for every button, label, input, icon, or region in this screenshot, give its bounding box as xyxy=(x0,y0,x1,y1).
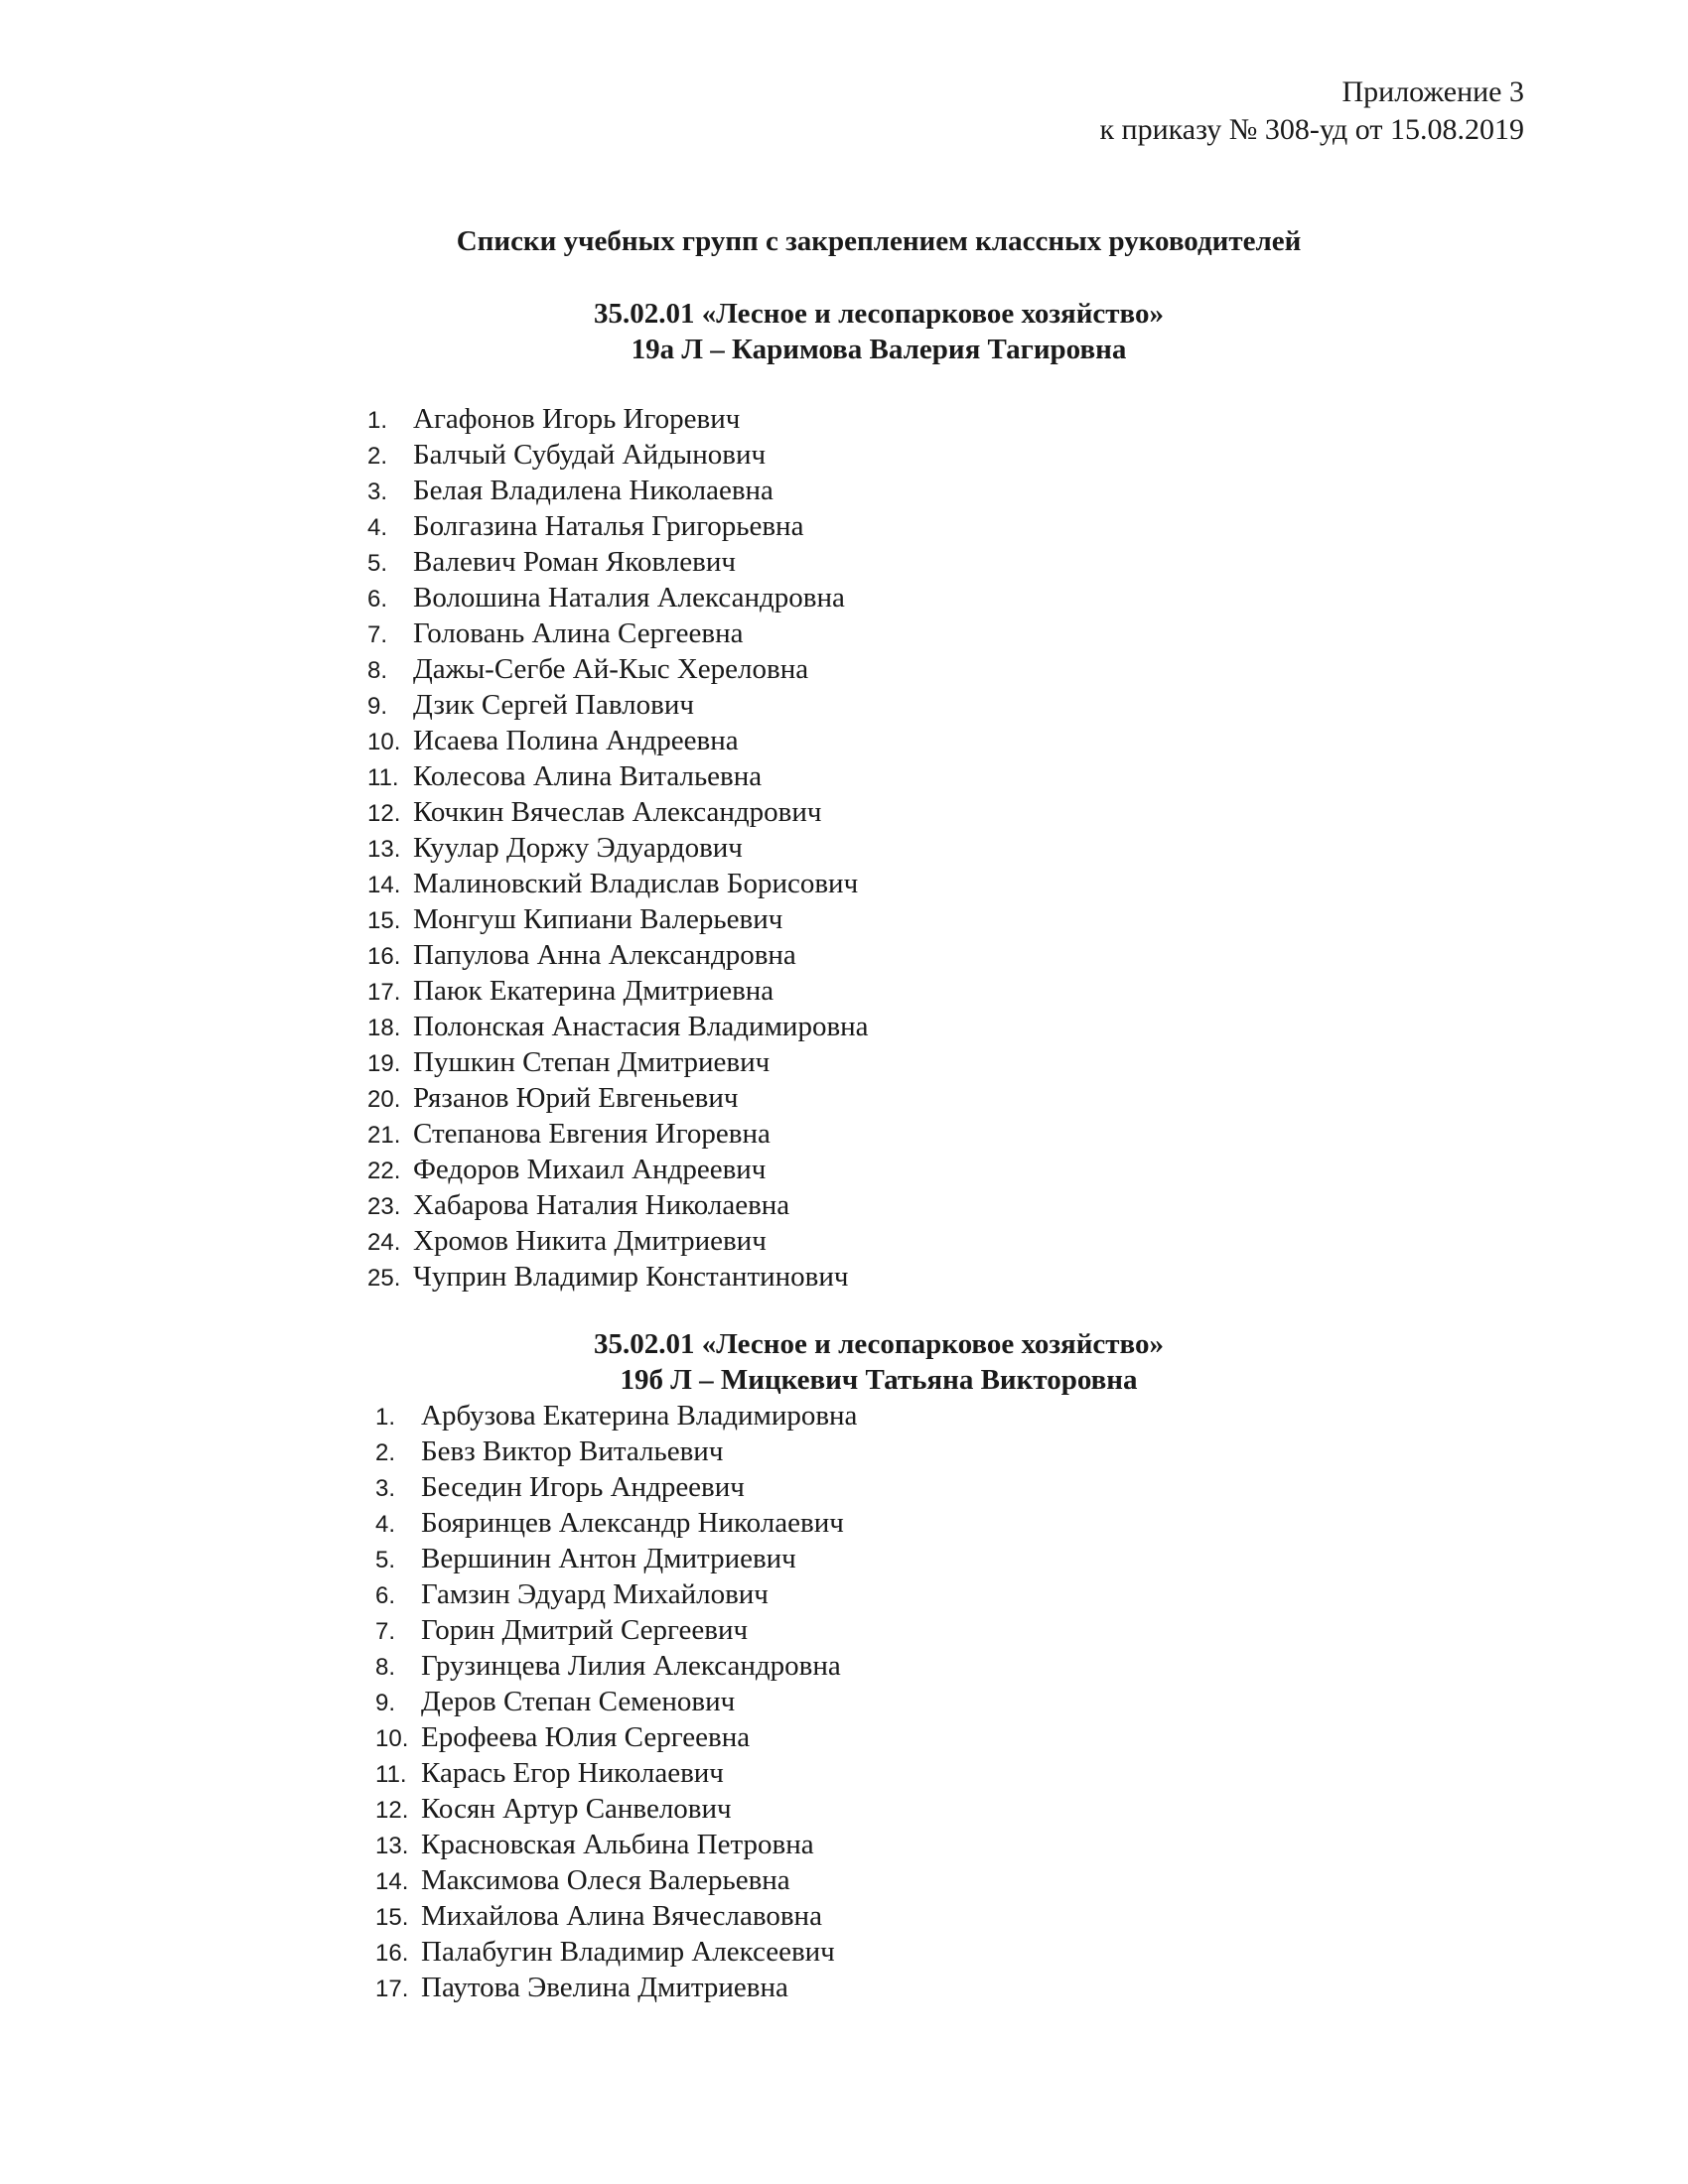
list-item-number: 15. xyxy=(375,1904,409,1931)
student-name: Агафонов Игорь Игоревич xyxy=(413,403,741,435)
list-item xyxy=(375,1471,857,1507)
student-name: Паутова Эвелина Дмитриевна xyxy=(421,1972,788,2003)
student-name: Рязанов Юрий Евгеньевич xyxy=(413,1082,739,1114)
list-item xyxy=(367,439,869,475)
student-name: Грузинцева Лилия Александровна xyxy=(421,1650,841,1682)
list-item xyxy=(367,832,869,868)
list-item xyxy=(375,1721,857,1757)
list-item xyxy=(367,1189,869,1225)
list-item-number: 21. xyxy=(367,1122,401,1149)
student-name: Паюк Екатерина Дмитриевна xyxy=(413,975,774,1007)
list-item xyxy=(375,1829,857,1864)
list-item-number: 23. xyxy=(367,1193,401,1220)
list-item xyxy=(367,975,869,1011)
list-item-number: 3. xyxy=(375,1475,396,1502)
list-item-number: 15. xyxy=(367,907,401,934)
student-name: Дажы-Сегбе Ай-Кыс Хереловна xyxy=(413,653,809,685)
list-item-number: 2. xyxy=(367,443,388,470)
list-item-number: 20. xyxy=(367,1086,401,1113)
list-item xyxy=(375,1435,857,1471)
list-item-number: 8. xyxy=(375,1654,396,1681)
list-item-number: 5. xyxy=(375,1547,396,1573)
list-item-number: 10. xyxy=(375,1725,409,1752)
list-item-number: 5. xyxy=(367,550,388,577)
group-header-1 xyxy=(0,296,1688,367)
list-item-number: 18. xyxy=(367,1015,401,1041)
list-item-number: 3. xyxy=(367,478,388,505)
student-name: Карась Егор Николаевич xyxy=(421,1757,724,1789)
list-item xyxy=(367,1225,869,1261)
specialty-title: 35.02.01 «Лесное и лесопарковое хозяйство» xyxy=(594,298,1164,330)
list-item-number: 4. xyxy=(367,514,388,541)
student-name: Палабугин Владимир Алексеевич xyxy=(421,1936,835,1968)
list-item xyxy=(367,1046,869,1082)
list-item xyxy=(375,1757,857,1793)
list-item xyxy=(375,1936,857,1972)
group-header-2 xyxy=(0,1326,1688,1398)
student-name: Бояринцев Александр Николаевич xyxy=(421,1507,844,1539)
list-item xyxy=(367,582,869,617)
student-name: Исаева Полина Андреевна xyxy=(413,725,739,756)
student-name: Гамзин Эдуард Михайлович xyxy=(421,1578,769,1610)
list-item-number: 4. xyxy=(375,1511,396,1538)
student-name: Папулова Анна Александровна xyxy=(413,939,796,971)
list-item xyxy=(375,1543,857,1578)
list-item xyxy=(367,939,869,975)
list-item-number: 16. xyxy=(375,1940,409,1967)
list-item-number: 17. xyxy=(375,1976,409,2002)
student-name: Косян Артур Санвелович xyxy=(421,1793,732,1825)
student-name: Федоров Михаил Андреевич xyxy=(413,1154,767,1185)
list-item-number: 19. xyxy=(367,1050,401,1077)
list-item xyxy=(367,1082,869,1118)
list-item-number: 12. xyxy=(367,800,401,827)
student-name: Дзик Сергей Павлович xyxy=(413,689,694,721)
student-name: Балчый Субудай Айдынович xyxy=(413,439,767,471)
student-name: Белая Владилена Николаевна xyxy=(413,475,774,506)
student-name: Пушкин Степан Дмитриевич xyxy=(413,1046,771,1078)
list-item-number: 25. xyxy=(367,1265,401,1292)
list-item-number: 11. xyxy=(367,764,399,791)
list-item xyxy=(375,1900,857,1936)
list-item xyxy=(367,475,869,510)
list-item-number: 7. xyxy=(375,1618,396,1645)
list-item xyxy=(375,1864,857,1900)
list-item xyxy=(375,1400,857,1435)
document-title: Списки учебных групп с закреплением классных руководителей xyxy=(456,225,1302,257)
student-name: Максимова Олеся Валерьевна xyxy=(421,1864,790,1896)
student-name: Полонская Анастасия Владимировна xyxy=(413,1011,869,1042)
list-item-number: 2. xyxy=(375,1439,396,1466)
list-item-number: 7. xyxy=(367,621,388,648)
list-item-number: 13. xyxy=(375,1833,409,1859)
list-item xyxy=(367,868,869,903)
student-name: Валевич Роман Яковлевич xyxy=(413,546,736,578)
list-item xyxy=(367,403,869,439)
list-item-number: 9. xyxy=(367,693,388,720)
list-item-number: 14. xyxy=(375,1868,409,1895)
student-name: Хромов Никита Дмитриевич xyxy=(413,1225,767,1257)
order-reference: к приказу № 308-уд от 15.08.2019 xyxy=(1099,113,1524,146)
student-list-group-1 xyxy=(367,403,869,1297)
list-item xyxy=(367,617,869,653)
list-item-number: 10. xyxy=(367,729,401,755)
student-name: Кочкин Вячеслав Александрович xyxy=(413,796,822,828)
appendix-reference xyxy=(1099,73,1524,149)
list-item xyxy=(367,689,869,725)
list-item xyxy=(367,725,869,760)
list-item xyxy=(367,796,869,832)
list-item xyxy=(375,1650,857,1686)
list-item xyxy=(367,1261,869,1297)
list-item-number: 1. xyxy=(375,1404,396,1431)
list-item xyxy=(375,1578,857,1614)
group-curator-line: 19б Л – Мицкевич Татьяна Викторовна xyxy=(620,1364,1138,1396)
student-name: Красновская Альбина Петровна xyxy=(421,1829,814,1860)
list-item-number: 13. xyxy=(367,836,401,863)
list-item xyxy=(367,546,869,582)
list-item-number: 9. xyxy=(375,1690,396,1716)
specialty-title: 35.02.01 «Лесное и лесопарковое хозяйство» xyxy=(594,1328,1164,1360)
list-item-number: 22. xyxy=(367,1158,401,1184)
list-item xyxy=(367,903,869,939)
student-name: Болгазина Наталья Григорьевна xyxy=(413,510,804,542)
student-name: Чуприн Владимир Константинович xyxy=(413,1261,849,1293)
student-name: Монгуш Кипиани Валерьевич xyxy=(413,903,783,935)
list-item-number: 24. xyxy=(367,1229,401,1256)
list-item xyxy=(375,1614,857,1650)
student-list-group-2 xyxy=(375,1400,857,2007)
list-item xyxy=(367,1154,869,1189)
student-name: Головань Алина Сергеевна xyxy=(413,617,744,649)
student-name: Степанова Евгения Игоревна xyxy=(413,1118,771,1150)
list-item-number: 11. xyxy=(375,1761,407,1788)
list-item xyxy=(375,1793,857,1829)
list-item-number: 6. xyxy=(375,1582,396,1609)
list-item xyxy=(375,1972,857,2007)
student-name: Беседин Игорь Андреевич xyxy=(421,1471,745,1503)
list-item xyxy=(367,510,869,546)
list-item-number: 17. xyxy=(367,979,401,1006)
student-name: Ерофеева Юлия Сергеевна xyxy=(421,1721,751,1753)
list-item xyxy=(375,1507,857,1543)
list-item xyxy=(367,760,869,796)
appendix-number: Приложение 3 xyxy=(1341,75,1524,108)
student-name: Колесова Алина Витальевна xyxy=(413,760,763,792)
list-item-number: 12. xyxy=(375,1797,409,1824)
student-name: Михайлова Алина Вячеславовна xyxy=(421,1900,822,1932)
student-name: Малиновский Владислав Борисович xyxy=(413,868,859,899)
student-name: Бевз Виктор Витальевич xyxy=(421,1435,724,1467)
list-item xyxy=(375,1686,857,1721)
list-item-number: 6. xyxy=(367,586,388,613)
group-curator-line: 19а Л – Каримова Валерия Тагировна xyxy=(631,334,1127,365)
student-name: Волошина Наталия Александровна xyxy=(413,582,845,614)
student-name: Деров Степан Семенович xyxy=(421,1686,736,1717)
student-name: Горин Дмитрий Сергеевич xyxy=(421,1614,749,1646)
student-name: Арбузова Екатерина Владимировна xyxy=(421,1400,858,1432)
list-item-number: 8. xyxy=(367,657,388,684)
list-item-number: 14. xyxy=(367,872,401,898)
list-item xyxy=(367,1118,869,1154)
list-item xyxy=(367,1011,869,1046)
student-name: Хабарова Наталия Николаевна xyxy=(413,1189,790,1221)
list-item xyxy=(367,653,869,689)
list-item-number: 1. xyxy=(367,407,388,434)
list-item-number: 16. xyxy=(367,943,401,970)
student-name: Вершинин Антон Дмитриевич xyxy=(421,1543,796,1574)
student-name: Куулар Доржу Эдуардович xyxy=(413,832,743,864)
